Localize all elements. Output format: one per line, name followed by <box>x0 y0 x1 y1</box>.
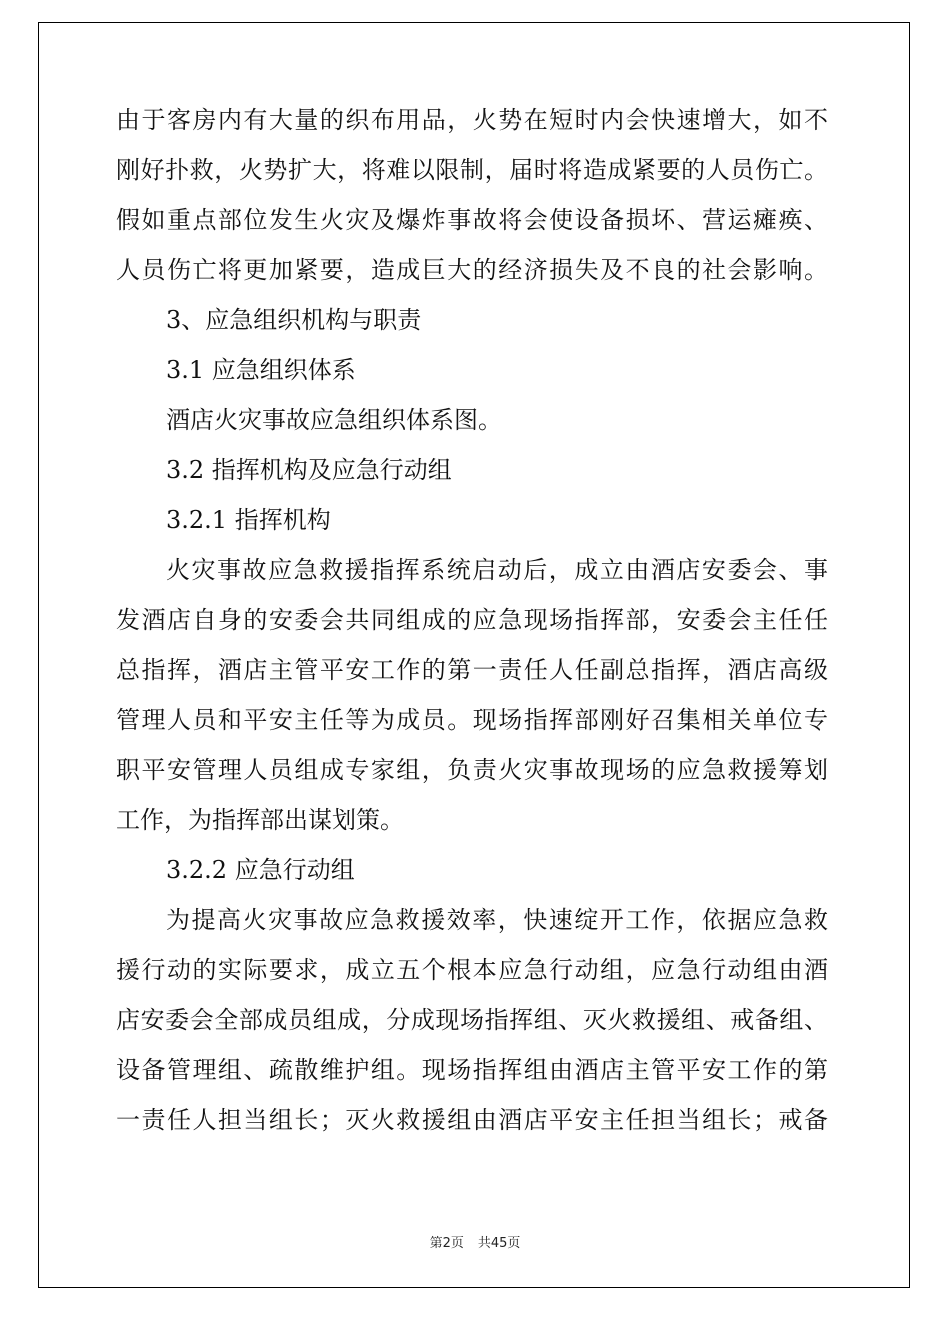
text-line: 职平安管理人员组成专家组，负责火灾事故现场的应急救援筹划 <box>116 756 828 784</box>
page-total: 共45页 <box>477 1236 521 1251</box>
section-heading: 3.2.1 指挥机构 <box>166 506 331 534</box>
text-line: 发酒店自身的安委会共同组成的应急现场指挥部，安委会主任任 <box>116 606 828 634</box>
text-line: 为提高火灾事故应急救援效率，快速绽开工作，依据应急救 <box>166 906 828 934</box>
section-heading: 3、应急组织机构与职责 <box>166 306 422 334</box>
text-line: 工作，为指挥部出谋划策。 <box>116 806 404 834</box>
text-line: 人员伤亡将更加紧要，造成巨大的经济损失及不良的社会影响。 <box>116 256 828 284</box>
text-line: 刚好扑救，火势扩大，将难以限制，届时将造成紧要的人员伤亡。 <box>116 156 828 184</box>
text-line: 假如重点部位发生火灾及爆炸事故将会使设备损坏、营运瘫痪、 <box>116 206 828 234</box>
text-line: 火灾事故应急救援指挥系统启动后，成立由酒店安委会、事 <box>166 556 828 584</box>
section-heading: 3.1 应急组织体系 <box>166 356 356 384</box>
text-line: 一责任人担当组长；灭火救援组由酒店平安主任担当组长；戒备 <box>116 1106 828 1134</box>
page-footer <box>0 1232 950 1251</box>
text-line: 店安委会全部成员组成，分成现场指挥组、灭火救援组、戒备组、 <box>116 1006 828 1034</box>
text-line: 管理人员和平安主任等为成员。现场指挥部刚好召集相关单位专 <box>116 706 828 734</box>
text-line: 酒店火灾事故应急组织体系图。 <box>166 406 502 434</box>
section-heading: 3.2 指挥机构及应急行动组 <box>166 456 452 484</box>
text-line: 由于客房内有大量的织布用品，火势在短时内会快速增大，如不 <box>116 106 828 134</box>
page-number: 第2页 <box>429 1236 464 1251</box>
text-line: 援行动的实际要求，成立五个根本应急行动组，应急行动组由酒 <box>116 956 828 984</box>
section-heading: 3.2.2 应急行动组 <box>166 856 355 884</box>
text-line: 总指挥，酒店主管平安工作的第一责任人任副总指挥，酒店高级 <box>116 656 828 684</box>
document-body <box>116 95 828 1145</box>
text-line: 设备管理组、疏散维护组。现场指挥组由酒店主管平安工作的第 <box>116 1056 828 1084</box>
